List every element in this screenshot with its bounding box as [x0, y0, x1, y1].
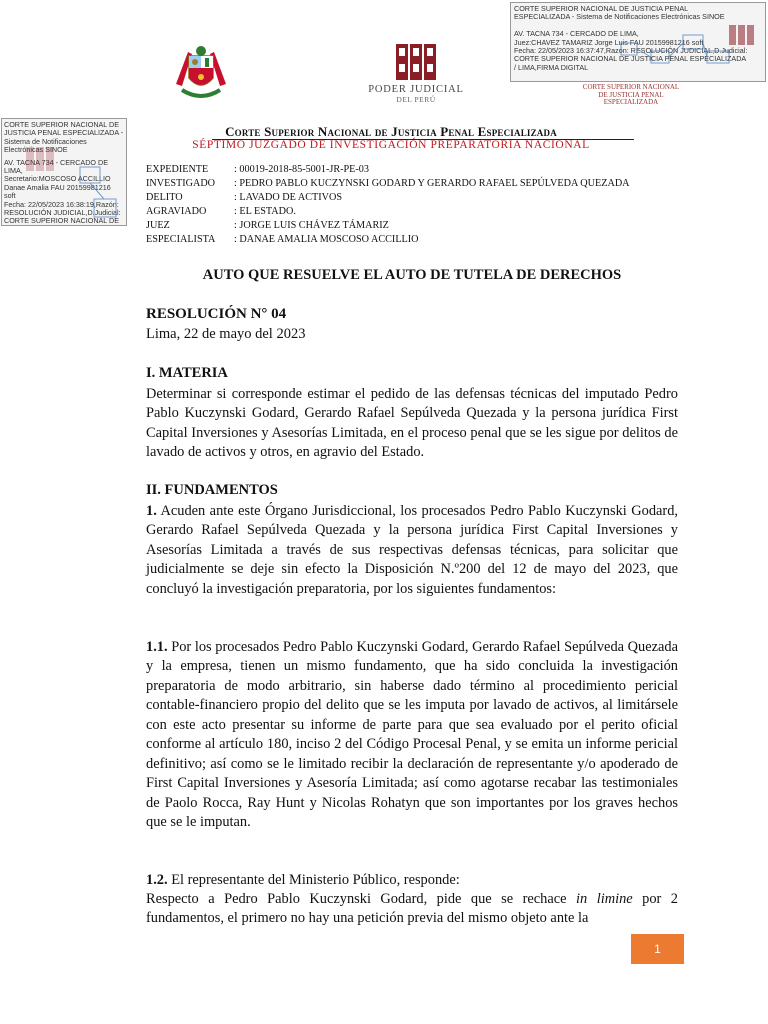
logo-name: PODER JUDICIAL [368, 84, 464, 95]
paragraph-1 [146, 502, 678, 599]
case-info-value: : EL ESTADO. [234, 206, 296, 218]
case-info-value: : JORGE LUIS CHÁVEZ TÁMARIZ [234, 220, 389, 232]
section-heading-fundamentos: II. FUNDAMENTOS [146, 482, 278, 498]
paragraph-number: 1. [146, 503, 157, 519]
signature-line: Secretario:MOSCOSO ACCILLIO Danae Amalia FAU 20159981216 soft [4, 174, 111, 201]
stamp-court-name [576, 84, 686, 107]
signature-line: CORTE SUPERIOR NACIONAL DE JUSTICIA PENAL [514, 4, 689, 13]
poder-judicial-emblem [394, 42, 438, 82]
court-subtitle: SÉPTIMO JUZGADO DE INVESTIGACIÓN PREPARATORIA NACIONAL [192, 139, 590, 151]
paragraph-text: Por los procesados Pedro Pablo Kuczynski Godard, Gerardo Rafael Sepúlveda Quezada y la empresa, tienen un mismo fundamento, que ha sido concluida la investigación preparatoria de modo arbitrario, sin haberse dado término al procedimiento pericial contable-financiero propio del delito que se les imputa por lavado de activos, al limitársele con este acto presentar su informe de parte para que sea evaluado por el perito oficial conforme al artículo 180, inciso 2 del Código Procesal Penal, y se emita un informe pericial definitivo; así como se le limitado recibir la declaración de representante y/o apoderado de First Capital Inversiones y Asesoría Limitada; así como agotarse recabar las testimoniales de Paolo Rocca, Ray Hunt y Nicolas Rohatyn que son importantes por los graves hechos que se le imputan. [146, 639, 678, 831]
paragraph-1-1 [146, 638, 678, 833]
signature-line: Fecha: 22/05/2023 16:37:47,Razón: RESOLUCIÓN JUDICIAL,D.Judicial: [514, 46, 748, 56]
case-info-row [146, 233, 706, 247]
stamp-court-title: CORTE SUPERIOR NACIONAL [582, 83, 680, 91]
digital-signature-judge [510, 2, 766, 82]
signature-line: Fecha: 22/05/2023 16:38:19,Razón: RESOLUCIÓN JUDICIAL,D.Judicial: CORTE SUPERIOR NACIONAL DE [4, 199, 121, 226]
paragraph-number: 1.1. [146, 639, 168, 655]
document-title: AUTO QUE RESUELVE EL AUTO DE TUTELA DE DERECHOS [202, 267, 622, 283]
signature-line: CORTE SUPERIOR NACIONAL DE JUSTICIA PENAL ESPECIALIZADA - Sistema de Notificaciones Electrónicas SINOE [4, 120, 124, 155]
case-info-value: : 00019-2018-85-5001-JR-PE-03 [234, 164, 369, 175]
court-title: Corte Superior Nacional de Justicia Penal Especializada [225, 124, 557, 139]
case-info-label: INVESTIGADO [146, 178, 216, 190]
logo-subtitle: DEL PERÚ [396, 95, 436, 104]
signature-line: AV. TACNA 734 - CERCADO DE LIMA, [514, 29, 639, 39]
case-info-label: DELITO [146, 192, 183, 204]
paragraph-text: Respecto a Pedro Pablo Kuczynski Godard, pide que se rechace [146, 891, 577, 907]
latin-term: in limine [576, 891, 633, 907]
case-info-value: : DANAE AMALIA MOSCOSO ACCILLIO [234, 234, 419, 246]
paragraph-text: por 2 fundamentos, el primero no hay una petición previa del mismo objeto ante la [146, 891, 679, 927]
peru-coat-of-arms [170, 44, 232, 100]
paragraph-1-2-continuation [146, 890, 678, 929]
case-info [146, 163, 706, 248]
case-info-label: ESPECIALISTA [146, 234, 216, 246]
case-info-row [146, 163, 706, 177]
paragraph-text: El representante del Ministerio Público, responde: [167, 872, 460, 888]
page-number-badge: 1 [631, 934, 684, 964]
paragraph-number: 1.2. [146, 872, 168, 888]
case-info-row [146, 219, 706, 233]
poder-judicial-logo [366, 42, 466, 116]
signature-line: AV. TACNA 734 - CERCADO DE LIMA, [4, 157, 108, 176]
section-materia-text: Determinar si corresponde estimar el pedido de las defensas técnicas del imputado Pedro Pablo Kuczynski Godard, Gerardo Rafael Sepúlveda Quezada y la persona jurídica First Capital Inversiones y Asesorías Limitada, en el proceso penal que se les sigue por delitos de lavado de activos y otros, en agravio del Estado. [146, 386, 678, 461]
signature-line: Juez:CHAVEZ TAMARIZ Jorge Luis FAU 20159981216 soft [514, 37, 704, 47]
case-info-label: JUEZ [146, 220, 170, 232]
case-info-row [146, 205, 706, 219]
case-info-row [146, 191, 706, 205]
signature-line: / LIMA,FIRMA DIGITAL [514, 62, 589, 72]
resolution-date: Lima, 22 de mayo del 2023 [146, 326, 306, 342]
signature-line: ESPECIALIZADA - Sistema de Notificaciones Electrónicas SINOE [514, 12, 725, 22]
section-heading-materia: I. MATERIA [146, 365, 228, 381]
paragraph-1-2 [146, 871, 678, 890]
case-info-value: : LAVADO DE ACTIVOS [234, 192, 343, 204]
case-info-label: EXPEDIENTE [146, 164, 209, 175]
stamp-court-subtitle: DE JUSTICIA PENAL ESPECIALIZADA [598, 90, 664, 107]
case-info-label: AGRAVIADO [146, 206, 207, 218]
paragraph-text: Acuden ante este Órgano Jurisdiccional, los procesados Pedro Pablo Kuczynski Godard, Gerardo Rafael Sepúlveda Quezada y la persona jurídica First Capital Inversiones y Asesorías Limitada a través de sus respectivas defensas técnicas, para solicitar que judicialmente se deje sin efecto la Disposición N.º200 del 12 de mayo del 2023, que concluyó la investigación preparatoria, por los siguientes fundamentos: [146, 503, 678, 597]
resolution-number: RESOLUCIÓN N° 04 [146, 306, 287, 322]
digital-signature-secretary [1, 118, 127, 226]
case-info-row [146, 177, 706, 191]
signature-line: CORTE SUPERIOR NACIONAL DE JUSTICIA PENAL ESPECIALIZADA [514, 54, 747, 64]
case-info-value: : PEDRO PABLO KUCZYNSKI GODARD Y GERARDO RAFAEL SEPÚLVEDA QUEZADA [234, 178, 630, 190]
